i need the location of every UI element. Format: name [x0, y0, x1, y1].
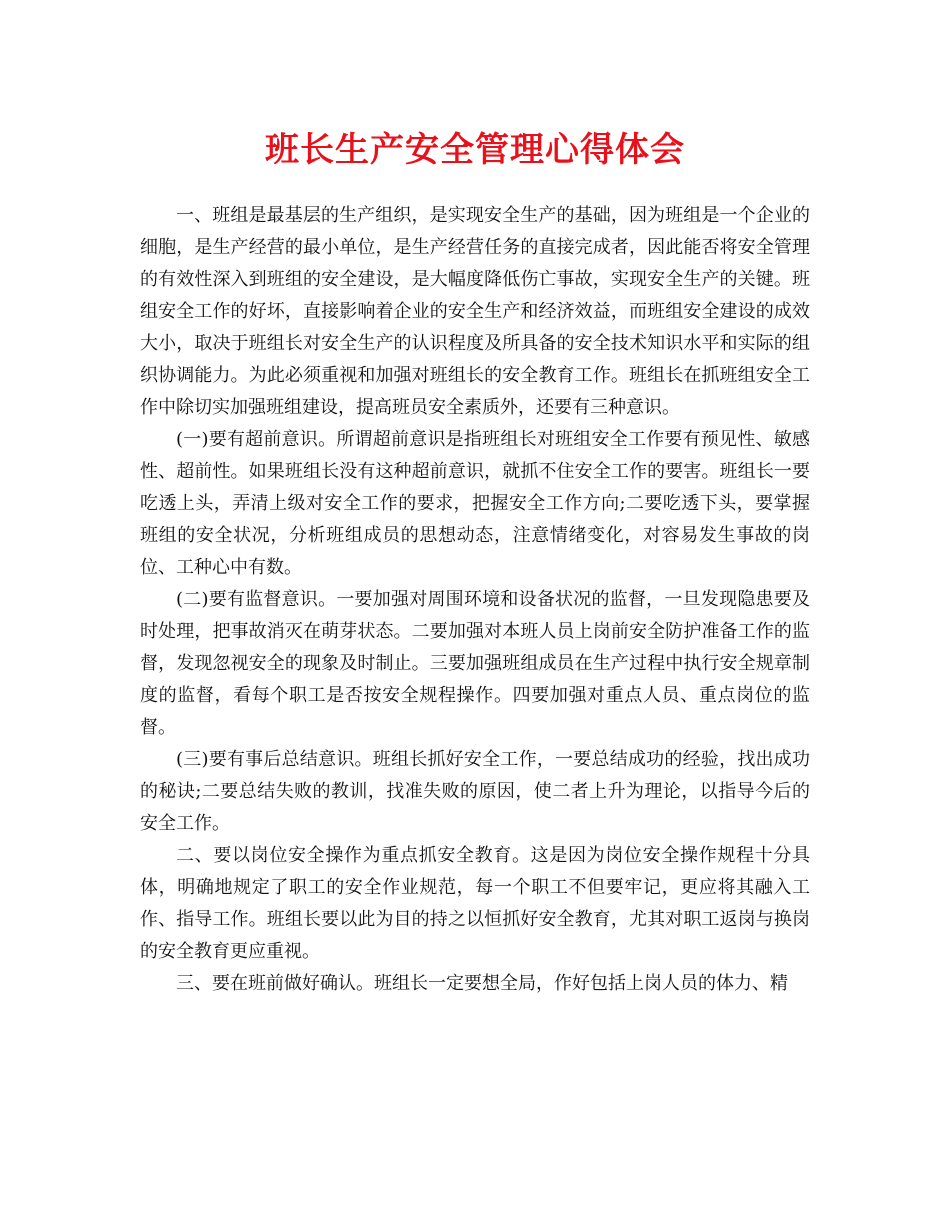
paragraph-2: (一)要有超前意识。所谓超前意识是指班组长对班组安全工作要有预见性、敏感性、超前性。如果班组长没有这种超前意识，就抓不住安全工作的要害。班组长一要吃透上头，弄清上级对安全工作的要求，把握安全工作方向;二要吃透下头，要掌握班组的安全状况，分析班组成员的思想动态，注意情绪变化，对容易发生事故的岗位、工种心中有数。	[140, 429, 810, 578]
paragraph-6: 三、要在班前做好确认。班组长一定要想全局，作好包括上岗人员的体力、精	[176, 973, 788, 994]
paragraph-3: (二)要有监督意识。一要加强对周围环境和设备状况的监督，一旦发现隐患要及时处理，把事故消灭在萌芽状态。二要加强对本班人员上岗前安全防护准备工作的监督，发现忽视安全的现象及时制止。三要加强班组成员在生产过程中执行安全规章制度的监督，看每个职工是否按安全规程操作。四要加强对重点人员、重点岗位的监督。	[140, 589, 810, 738]
paragraph-5: 二、要以岗位安全操作为重点抓安全教育。这是因为岗位安全操作规程十分具体，明确地规定了职工的安全作业规范，每一个职工不但要牢记，更应将其融入工作、指导工作。班组长要以此为目的持之以恒抓好安全教育，尤其对职工返岗与换岗的安全教育更应重视。	[140, 845, 810, 962]
document-body	[140, 200, 810, 1000]
paragraph-1: 一、班组是最基层的生产组织，是实现安全生产的基础，因为班组是一个企业的细胞，是生产经营的最小单位，是生产经营任务的直接完成者，因此能否将安全管理的有效性深入到班组的安全建设，是大幅度降低伤亡事故，实现安全生产的关键。班组安全工作的好坏，直接影响着企业的安全生产和经济效益，而班组安全建设的成效大小，取决于班组长对安全生产的认识程度及所具备的安全技术知识水平和实际的组织协调能力。为此必须重视和加强对班组长的安全教育工作。班组长在抓班组安全工作中除切实加强班组建设，提高班员安全素质外，还要有三种意识。	[140, 205, 810, 418]
paragraph-4: (三)要有事后总结意识。班组长抓好安全工作，一要总结成功的经验，找出成功的秘诀;二要总结失败的教训，找准失败的原因，使二者上升为理论，以指导今后的安全工作。	[140, 749, 810, 834]
document-title: 班长生产安全管理心得体会	[265, 130, 685, 170]
